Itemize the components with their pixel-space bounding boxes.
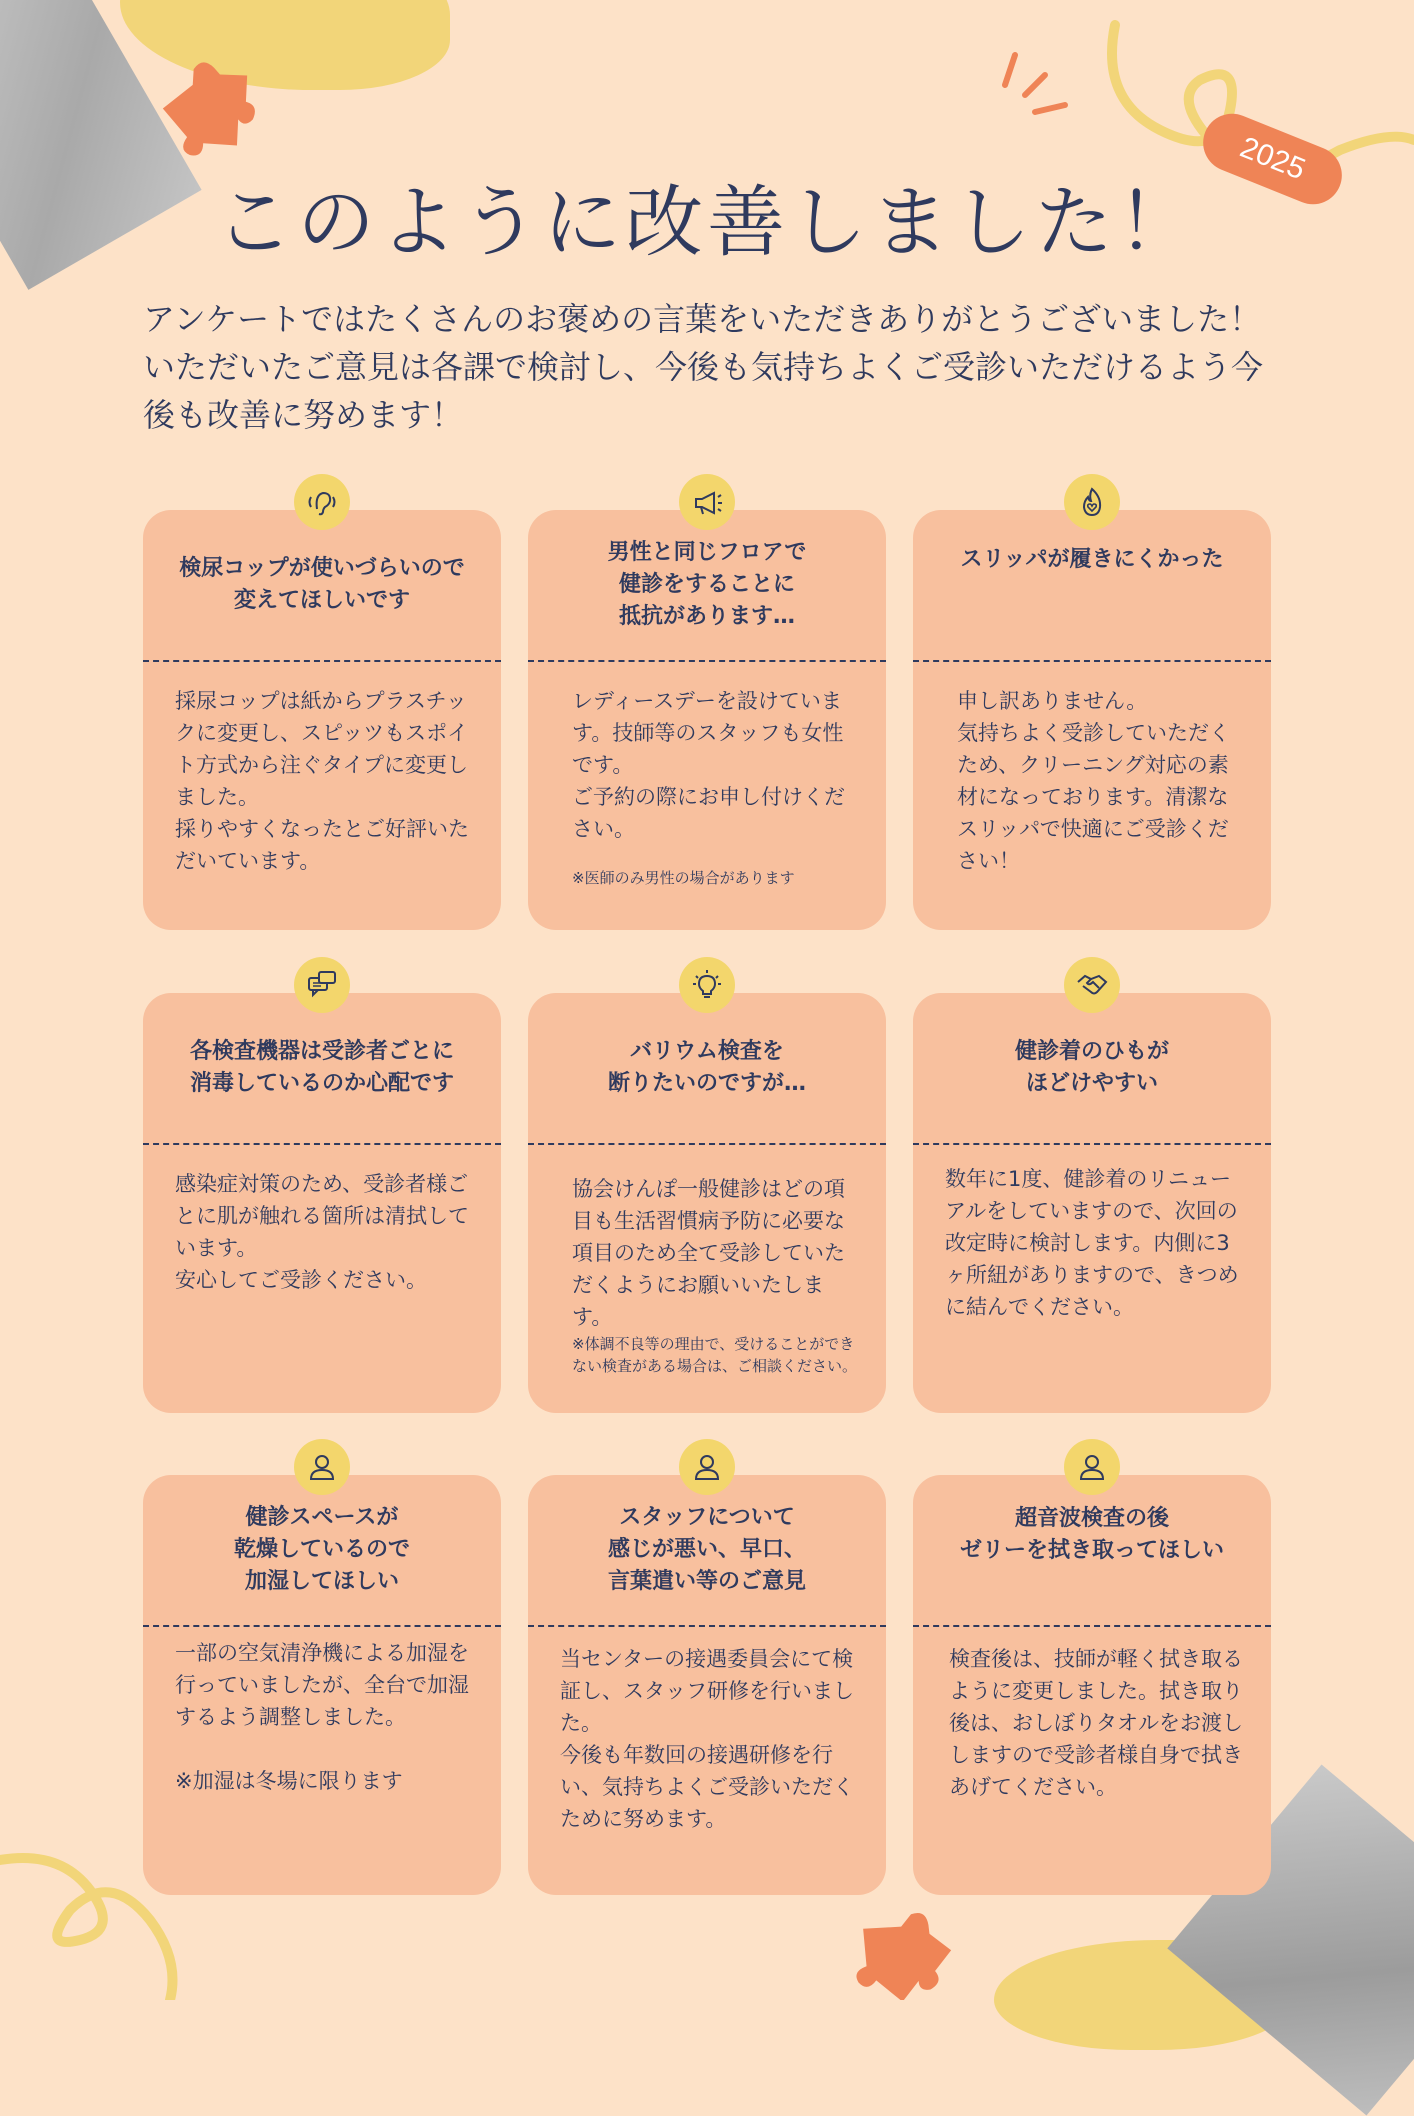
feedback-card — [913, 1475, 1271, 1895]
feedback-card — [143, 993, 501, 1413]
card-answer: 採尿コップは紙からプラスチックに変更し、スピッツもスポイト方式から注ぐタイプに変更しました。 採りやすくなったとご好評いただいています。 — [175, 689, 469, 873]
card-answer: 感染症対策のため、受診者様ごとに肌が触れる箇所は清拭しています。 安心してご受診ください。 — [175, 1172, 469, 1292]
card-answer: 一部の空気清浄機による加湿を行っていましたが、全台で加湿するよう調整しました。 ※加湿は冬場に限ります — [175, 1641, 469, 1793]
feedback-card — [913, 993, 1271, 1413]
divider — [913, 660, 1271, 662]
card-answer: 当センターの接遇委員会にて検証し、スタッフ研修を行いました。 今後も年数回の接遇研修を行い、気持ちよくご受診いただくために努めます。 — [560, 1647, 854, 1831]
card-answer-wrap — [945, 1163, 1245, 1323]
divider — [528, 1143, 886, 1145]
card-answer-wrap — [957, 685, 1245, 877]
feedback-card — [528, 993, 886, 1413]
card-question: 検尿コップが使いづらいので 変えてほしいです — [179, 556, 465, 613]
card-answer-wrap — [560, 1643, 860, 1835]
card-answer: 検査後は、技師が軽く拭き取るように変更しました。拭き取り後は、おしぼりタオルをお渡ししますので受診者様自身で拭きあげてください。 — [949, 1647, 1243, 1799]
card-note: ※医師のみ男性の場合があります — [572, 869, 795, 887]
sparkle-lines-icon — [995, 50, 1085, 130]
card-answer: レディースデーを設けています。技師等のスタッフも女性です。 ご予約の際にお申し付けください。 — [572, 689, 845, 841]
card-answer-wrap — [949, 1643, 1245, 1803]
puzzle-piece-icon — [155, 55, 275, 165]
divider — [143, 660, 501, 662]
card-question: バリウム検査を 断りたいのですが… — [607, 1039, 806, 1096]
card-answer: 数年に1度、健診着のリニューアルをしていますので、次回の改定時に検討します。内側に3ヶ所紐がありますので、きつめに結んでください。 — [945, 1167, 1239, 1319]
feedback-card — [143, 1475, 501, 1895]
card-question: スリッパが履きにくかった — [960, 547, 1224, 572]
intro-text: アンケートではたくさんのお褒めの言葉をいただきありがとうございました！いただいたご意見は各課で検討し、今後も気持ちよくご受診いただけるよう今後も改善に努めます！ — [143, 300, 1264, 434]
divider — [913, 1625, 1271, 1627]
divider — [143, 1625, 501, 1627]
divider — [528, 660, 886, 662]
puzzle-piece-bottom-icon — [845, 1905, 965, 2000]
card-question: 男性と同じフロアで 健診をすることに 抵抗があります… — [607, 540, 807, 629]
feedback-card — [913, 510, 1271, 930]
year-badge: 2025 — [1194, 105, 1350, 213]
card-question: 健診スペースが 乾燥しているので 加湿してほしい — [233, 1505, 410, 1594]
page-title: このように改善しました！ — [214, 178, 1199, 268]
card-answer: 協会けんぽ一般健診はどの項目も生活習慣病予防に必要な項目のため全て受診していただくようにお願いいたします。 — [572, 1177, 845, 1329]
card-question: 健診着のひもが ほどけやすい — [1014, 1039, 1169, 1096]
card-answer-wrap — [175, 685, 475, 877]
feedback-card — [143, 510, 501, 930]
card-question: 各検査機器は受診者ごとに 消毒しているのか心配です — [189, 1039, 454, 1096]
feedback-card — [528, 510, 886, 930]
card-answer-wrap — [572, 685, 860, 889]
card-answer-wrap — [175, 1637, 475, 1797]
card-question: 超音波検査の後 ゼリーを拭き取ってほしい — [959, 1506, 1224, 1563]
card-question: スタッフについて 感じが悪い、早口、 言葉遣い等のご意見 — [607, 1505, 806, 1594]
card-answer: 申し訳ありません。 気持ちよく受診していただくため、クリーニング対応の素材になっております。清潔なスリッパで快適にご受診ください！ — [957, 689, 1230, 873]
card-note: ※体調不良等の理由で、受けることができない検査がある場合は、ご相談ください。 — [572, 1335, 858, 1375]
divider — [528, 1625, 886, 1627]
card-answer-wrap — [175, 1168, 475, 1296]
card-answer-wrap — [572, 1173, 860, 1377]
divider — [913, 1143, 1271, 1145]
divider — [143, 1143, 501, 1145]
feedback-card — [528, 1475, 886, 1895]
